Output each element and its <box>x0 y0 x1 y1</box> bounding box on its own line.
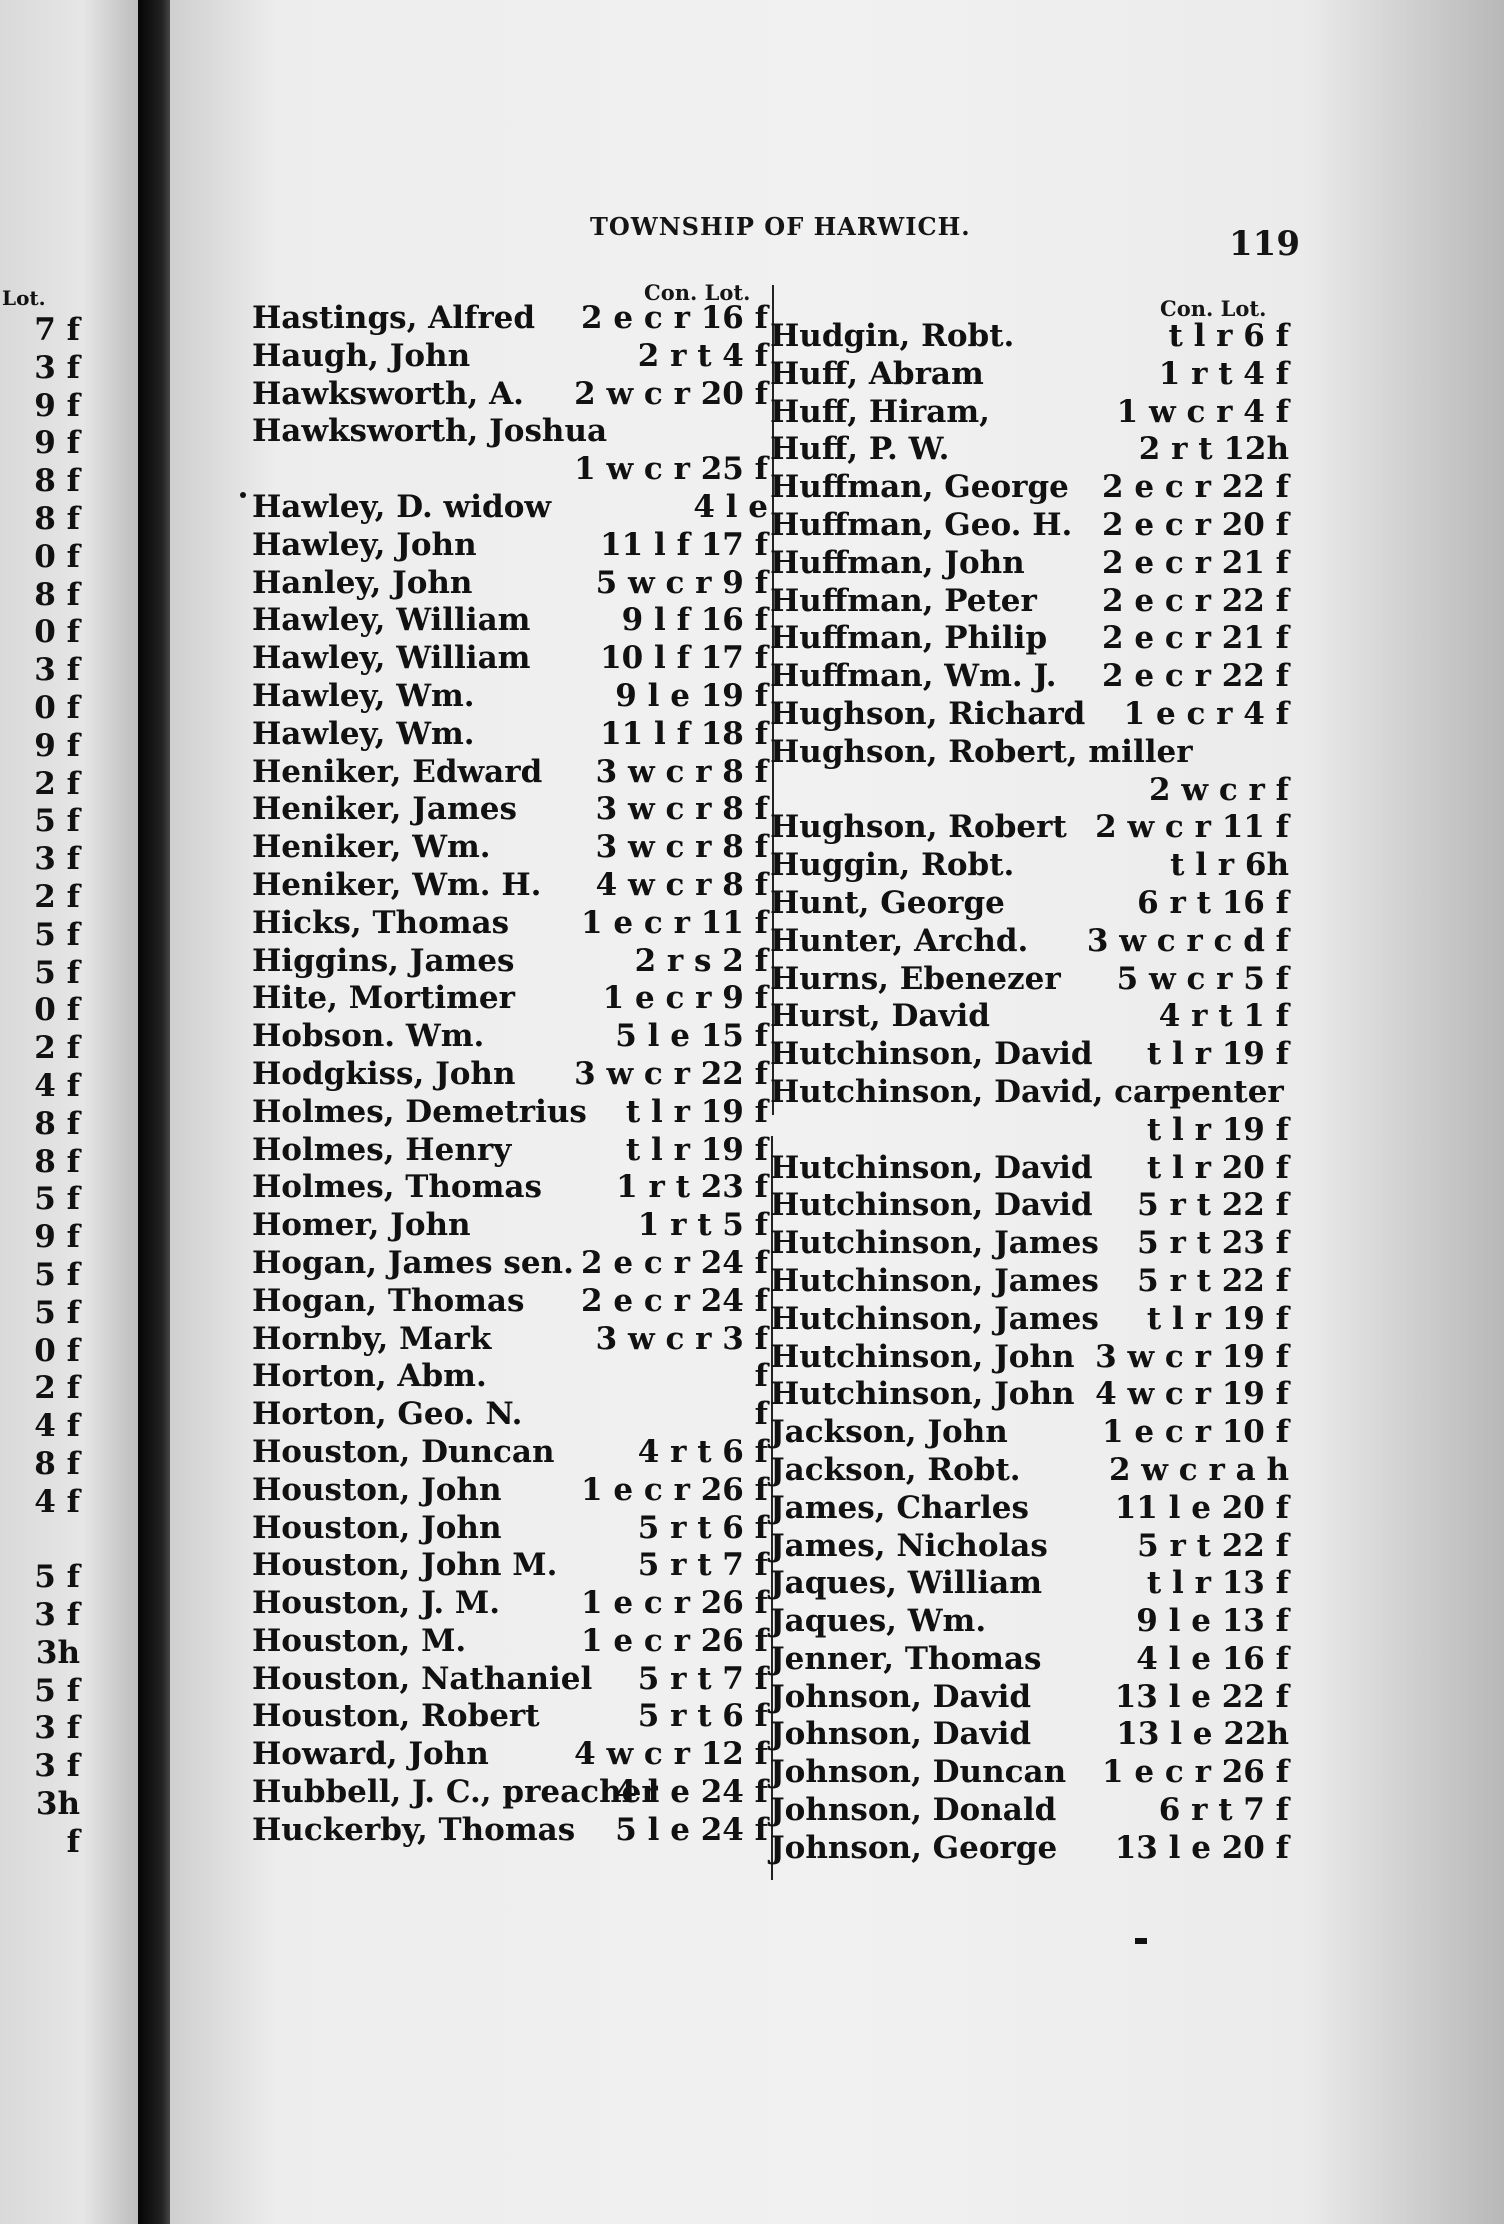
facing-page-lot: 3 f <box>34 1748 80 1785</box>
entry-con-lot: 1 e c r 26 f <box>1102 1754 1289 1791</box>
facing-page-lot: 3h <box>35 1634 80 1671</box>
entry-name: Hutchinson, James <box>770 1262 1099 1299</box>
entry-name: Heniker, Wm. H. <box>252 866 542 903</box>
entry-con-lot: 10 l f 17 f <box>600 640 768 677</box>
entry-con-lot: 2 w c r f <box>1149 771 1289 808</box>
directory-entry <box>770 1754 1289 1792</box>
entry-con-lot: t l r 6h <box>1170 847 1289 884</box>
entry-name: Hunter, Archd. <box>770 922 1029 959</box>
directory-entry <box>252 1169 768 1207</box>
directory-entry <box>252 1094 768 1132</box>
directory-entry <box>252 451 768 489</box>
entry-name: Hughson, Richard <box>770 695 1086 732</box>
entry-con-lot: 2 e c r 24 f <box>581 1282 768 1319</box>
entry-con-lot: t l r 19 f <box>625 1093 768 1130</box>
directory-entry <box>770 923 1289 961</box>
entry-con-lot: 3 w c r 8 f <box>595 829 768 866</box>
entry-con-lot: 5 r t 7 f <box>637 1660 768 1697</box>
entry-name: Heniker, Wm. <box>252 829 491 866</box>
directory-entry <box>252 1056 768 1094</box>
directory-entry <box>252 640 768 678</box>
directory-entry <box>770 1452 1289 1490</box>
directory-entry <box>770 507 1289 545</box>
entry-con-lot: t l r 20 f <box>1146 1149 1289 1186</box>
facing-page-lot: 9 f <box>34 1219 80 1256</box>
entry-name: Hutchinson, John <box>770 1338 1075 1375</box>
directory-entry <box>770 583 1289 621</box>
directory-entry <box>770 998 1289 1036</box>
directory-entry <box>770 1792 1289 1830</box>
directory-entry <box>252 1585 768 1623</box>
entry-name: Hutchinson, David, carpenter <box>770 1073 1284 1110</box>
facing-page-lot: 5 f <box>34 803 80 840</box>
entry-name: James, Charles <box>770 1489 1029 1526</box>
entry-name: Johnson, David <box>770 1678 1032 1715</box>
entry-name: Houston, Nathaniel <box>252 1660 593 1697</box>
facing-page-lot: 8 f <box>34 1445 80 1482</box>
entry-name: Huffman, Wm. J. <box>770 658 1057 695</box>
facing-page-lot: 2 f <box>34 765 80 802</box>
entry-name: Houston, John <box>252 1509 502 1546</box>
entry-con-lot: 3 w c r 8 f <box>595 791 768 828</box>
directory-entry <box>252 1812 768 1850</box>
directory-entry <box>770 394 1289 432</box>
directory-page <box>170 0 1504 2224</box>
directory-entry <box>252 1434 768 1472</box>
facing-page-lot-list <box>0 312 80 1862</box>
facing-page-lot: 8 f <box>34 1143 80 1180</box>
entry-con-lot: 9 l e 19 f <box>615 677 768 714</box>
facing-page-lot: 0 f <box>34 538 80 575</box>
entry-name: Hawley, John <box>252 526 477 563</box>
entry-name: Huff, Abram <box>770 355 984 392</box>
entry-con-lot: t l r 19 f <box>1146 1036 1289 1073</box>
facing-page-lot: 3h <box>35 1786 80 1823</box>
entry-con-lot: 2 w c r 11 f <box>1095 809 1289 846</box>
entry-name: Higgins, James <box>252 942 515 979</box>
entry-con-lot: 4 l e 24 f <box>615 1774 768 1811</box>
entry-con-lot: 6 r t 16 f <box>1137 884 1289 921</box>
entry-name: Haugh, John <box>252 337 471 374</box>
directory-entry <box>770 1528 1289 1566</box>
entry-con-lot: 1 e c r 9 f <box>602 980 768 1017</box>
entry-con-lot: 4 l e <box>693 488 768 525</box>
directory-entry <box>252 905 768 943</box>
entry-con-lot: 1 r t 4 f <box>1158 355 1289 392</box>
entry-name: Hunt, George <box>770 884 1005 921</box>
entry-name: Hicks, Thomas <box>252 904 510 941</box>
entry-name: Hurns, Ebenezer <box>770 960 1061 997</box>
entry-con-lot: 2 e c r 16 f <box>581 300 768 336</box>
directory-entry <box>252 1774 768 1812</box>
directory-entry <box>770 1490 1289 1528</box>
entry-con-lot: 9 l e 13 f <box>1136 1603 1289 1640</box>
entry-con-lot: t l r 6 f <box>1168 318 1289 354</box>
directory-entry <box>252 1472 768 1510</box>
entry-name: Hawley, Wm. <box>252 677 475 714</box>
directory-entry <box>770 847 1289 885</box>
directory-entry <box>252 376 768 414</box>
directory-entry <box>252 1245 768 1283</box>
directory-entry <box>252 413 768 451</box>
entry-name: Houston, John <box>252 1471 502 1508</box>
directory-entry <box>252 1283 768 1321</box>
directory-entry <box>770 961 1289 999</box>
facing-page-edge <box>0 0 138 2224</box>
entry-con-lot: 2 e c r 24 f <box>581 1244 768 1281</box>
entry-con-lot: 3 w c r c d f <box>1086 922 1289 959</box>
directory-entry <box>770 620 1289 658</box>
print-speck <box>240 492 246 498</box>
entry-name: Holmes, Demetrius <box>252 1093 587 1130</box>
directory-entry <box>770 885 1289 923</box>
directory-entry <box>252 754 768 792</box>
facing-page-lot: 9 f <box>34 425 80 462</box>
directory-entry <box>252 338 768 376</box>
entry-con-lot: 13 l e 22 f <box>1114 1678 1289 1715</box>
print-dash <box>1135 1938 1147 1944</box>
left-column-list <box>252 300 768 1850</box>
entry-con-lot: 1 e c r 11 f <box>581 904 768 941</box>
entry-name: Hogan, James sen. <box>252 1244 574 1281</box>
entry-name: Hughson, Robert <box>770 809 1067 846</box>
directory-entry <box>770 1679 1289 1717</box>
directory-entry <box>252 527 768 565</box>
directory-entry <box>770 658 1289 696</box>
entry-con-lot: 6 r t 7 f <box>1158 1792 1289 1829</box>
entry-name: Hogan, Thomas <box>252 1282 525 1319</box>
entry-con-lot: 5 l e 24 f <box>615 1811 768 1848</box>
entry-name: Howard, John <box>252 1736 489 1773</box>
directory-entry <box>252 1132 768 1170</box>
entry-name: Jackson, John <box>770 1414 1008 1451</box>
directory-entry <box>770 545 1289 583</box>
facing-page-lot: 0 f <box>34 1332 80 1369</box>
page-number: 119 <box>1229 224 1300 264</box>
entry-con-lot: f <box>754 1396 768 1433</box>
entry-name: Houston, John M. <box>252 1547 558 1584</box>
entry-name: Hutchinson, David <box>770 1149 1093 1186</box>
entry-name: Houston, J. M. <box>252 1585 501 1622</box>
directory-entry <box>252 678 768 716</box>
directory-entry <box>252 1736 768 1774</box>
facing-page-lot: 2 f <box>34 1370 80 1407</box>
entry-con-lot: 3 w c r 22 f <box>574 1055 768 1092</box>
entry-con-lot: 1 e c r 4 f <box>1123 695 1289 732</box>
entry-con-lot: 5 r t 22 f <box>1137 1262 1289 1299</box>
entry-name: Hurst, David <box>770 998 990 1035</box>
entry-con-lot: 2 w c r a h <box>1108 1451 1289 1488</box>
directory-entry <box>252 716 768 754</box>
entry-name: Horton, Geo. N. <box>252 1396 523 1433</box>
entry-name: Johnson, George <box>770 1829 1058 1866</box>
entry-name: Huffman, Peter <box>770 582 1037 619</box>
entry-con-lot: 1 e c r 26 f <box>581 1585 768 1622</box>
entry-name: Huffman, George <box>770 469 1069 506</box>
facing-page-lot: 2 f <box>34 878 80 915</box>
entry-name: Homer, John <box>252 1207 471 1244</box>
facing-page-lot: 5 f <box>34 1181 80 1218</box>
entry-name: Houston, Duncan <box>252 1433 555 1470</box>
directory-entry <box>252 943 768 981</box>
entry-con-lot: 3 w c r 19 f <box>1095 1338 1289 1375</box>
entry-name: Hanley, John <box>252 564 473 601</box>
entry-name: Holmes, Thomas <box>252 1169 542 1206</box>
entry-name: Huffman, John <box>770 544 1025 581</box>
entry-con-lot: 3 w c r 3 f <box>595 1320 768 1357</box>
entry-name: Jaques, Wm. <box>770 1603 987 1640</box>
directory-entry <box>252 565 768 603</box>
entry-con-lot: 1 e c r 26 f <box>581 1622 768 1659</box>
entry-con-lot: 11 l f 18 f <box>600 715 768 752</box>
entry-con-lot: 4 w c r 8 f <box>595 866 768 903</box>
entry-name: Hawley, D. widow <box>252 488 552 525</box>
entry-con-lot: 4 r t 1 f <box>1158 998 1289 1035</box>
facing-page-lot: 0 f <box>34 689 80 726</box>
facing-page-lot: 4 f <box>34 1067 80 1104</box>
directory-entry <box>252 1358 768 1396</box>
directory-entry <box>770 469 1289 507</box>
facing-page-lot-heading: Lot. <box>2 286 46 310</box>
entry-con-lot: 4 w c r 12 f <box>574 1736 768 1773</box>
entry-name: Johnson, Duncan <box>770 1754 1067 1791</box>
facing-page-lot: 8 f <box>34 463 80 500</box>
entry-con-lot: 3 w c r 8 f <box>595 753 768 790</box>
page-title: TOWNSHIP OF HARWICH. <box>590 212 971 241</box>
facing-page-lot: 3 f <box>34 1710 80 1747</box>
entry-name: Hubbell, J. C., preacher <box>252 1774 658 1811</box>
entry-name: Holmes, Henry <box>252 1131 512 1168</box>
entry-con-lot: 2 e c r 21 f <box>1102 544 1289 581</box>
directory-entry <box>252 1623 768 1661</box>
entry-name: Heniker, Edward <box>252 753 543 790</box>
entry-con-lot: t l r 19 f <box>1146 1111 1289 1148</box>
directory-entry <box>770 772 1289 810</box>
entry-con-lot: 1 w c r 25 f <box>574 451 768 488</box>
entry-con-lot: 1 e c r 10 f <box>1102 1414 1289 1451</box>
entry-name: Huckerby, Thomas <box>252 1811 576 1848</box>
facing-page-lot: 7 f <box>34 312 80 348</box>
entry-con-lot: 1 r t 23 f <box>616 1169 768 1206</box>
entry-con-lot: 2 e c r 21 f <box>1102 620 1289 657</box>
directory-entry <box>252 1321 768 1359</box>
entry-name: Hutchinson, James <box>770 1225 1099 1262</box>
entry-name: Hudgin, Robt. <box>770 318 1015 354</box>
entry-con-lot: 2 r s 2 f <box>634 942 768 979</box>
left-column-heading: Con. Lot. <box>644 280 751 305</box>
entry-name: Hobson. Wm. <box>252 1018 485 1055</box>
facing-page-lot: 8 f <box>34 1105 80 1142</box>
entry-name: Hite, Mortimer <box>252 980 515 1017</box>
entry-name: Huggin, Robt. <box>770 847 1015 884</box>
facing-page-lot: 4 f <box>34 1408 80 1445</box>
entry-con-lot: t l r 19 f <box>625 1131 768 1168</box>
entry-name: Hutchinson, David <box>770 1187 1093 1224</box>
entry-con-lot: 5 r t 7 f <box>637 1547 768 1584</box>
right-column-heading: Con. Lot. <box>1160 296 1267 321</box>
facing-page-lot: 8 f <box>34 576 80 613</box>
directory-entry <box>770 734 1289 772</box>
directory-entry <box>770 318 1289 356</box>
entry-con-lot: f <box>754 1358 768 1395</box>
entry-con-lot: 5 w c r 9 f <box>595 564 768 601</box>
entry-con-lot: 5 r t 6 f <box>637 1698 768 1735</box>
facing-page-lot: 3 f <box>34 652 80 689</box>
directory-entry <box>252 829 768 867</box>
entry-con-lot: 2 e c r 22 f <box>1102 658 1289 695</box>
directory-entry <box>770 1565 1289 1603</box>
directory-entry <box>252 1661 768 1699</box>
entry-con-lot: 5 r t 22 f <box>1137 1527 1289 1564</box>
entry-con-lot: 5 r t 23 f <box>1137 1225 1289 1262</box>
facing-page-lot: 5 f <box>34 916 80 953</box>
directory-entry <box>252 1547 768 1585</box>
directory-entry <box>252 602 768 640</box>
directory-entry <box>252 489 768 527</box>
directory-entry <box>770 1716 1289 1754</box>
directory-entry <box>770 356 1289 394</box>
facing-page-lot: 3 f <box>34 1597 80 1634</box>
entry-con-lot: 13 l e 22h <box>1116 1716 1289 1753</box>
entry-name: Hornby, Mark <box>252 1320 492 1357</box>
directory-entry <box>770 1074 1289 1112</box>
entry-con-lot: 4 r t 6 f <box>637 1433 768 1470</box>
facing-page-lot: 9 f <box>34 727 80 764</box>
entry-name: Hughson, Robert, miller <box>770 733 1193 770</box>
directory-entry <box>770 1830 1289 1868</box>
facing-page-lot: 5 f <box>34 1256 80 1293</box>
directory-entry <box>770 1376 1289 1414</box>
facing-page-lot: 5 f <box>34 954 80 991</box>
entry-name: Johnson, David <box>770 1716 1032 1753</box>
directory-entry <box>252 1396 768 1434</box>
entry-name: Huffman, Geo. H. <box>770 506 1073 543</box>
entry-con-lot: 11 l e 20 f <box>1114 1489 1289 1526</box>
directory-entry <box>252 1018 768 1056</box>
facing-page-lot: 5 f <box>34 1672 80 1709</box>
entry-name: Hutchinson, David <box>770 1036 1093 1073</box>
right-column-list <box>770 318 1289 1868</box>
entry-name: Houston, Robert <box>252 1698 540 1735</box>
entry-name: Hutchinson, James <box>770 1300 1099 1337</box>
entry-name: Huffman, Philip <box>770 620 1048 657</box>
facing-page-lot: 4 f <box>34 1483 80 1520</box>
directory-entry <box>770 1301 1289 1339</box>
directory-entry <box>770 431 1289 469</box>
entry-name: Hawksworth, A. <box>252 375 524 412</box>
entry-con-lot: 1 r t 5 f <box>637 1207 768 1244</box>
entry-con-lot: 9 l f 16 f <box>621 602 768 639</box>
directory-entry <box>252 1698 768 1736</box>
entry-con-lot: 11 l f 17 f <box>600 526 768 563</box>
entry-name: James, Nicholas <box>770 1527 1048 1564</box>
entry-name: Hutchinson, John <box>770 1376 1075 1413</box>
entry-con-lot: 2 r t 12h <box>1138 431 1289 468</box>
directory-entry <box>770 1263 1289 1301</box>
facing-page-lot: f <box>66 1823 80 1860</box>
directory-entry <box>770 696 1289 734</box>
entry-name: Hawley, Wm. <box>252 715 475 752</box>
directory-entry <box>252 980 768 1018</box>
directory-entry <box>770 1150 1289 1188</box>
facing-page-lot <box>0 1522 80 1560</box>
entry-con-lot: 5 w c r 5 f <box>1116 960 1289 997</box>
entry-con-lot: 2 e c r 22 f <box>1102 469 1289 506</box>
facing-page-lot: 5 f <box>34 1559 80 1596</box>
directory-entry <box>770 1641 1289 1679</box>
entry-con-lot: 1 e c r 26 f <box>581 1471 768 1508</box>
facing-page-lot: 3 f <box>34 349 80 386</box>
facing-page-lot: 0 f <box>34 992 80 1029</box>
entry-name: Hodgkiss, John <box>252 1055 516 1092</box>
directory-entry <box>252 300 768 338</box>
entry-con-lot: 2 e c r 20 f <box>1102 506 1289 543</box>
directory-entry <box>770 1339 1289 1377</box>
entry-name: Jaques, William <box>770 1565 1042 1602</box>
directory-entry <box>252 1510 768 1548</box>
facing-page-lot: 0 f <box>34 614 80 651</box>
entry-con-lot: 5 r t 22 f <box>1137 1187 1289 1224</box>
directory-entry <box>252 1207 768 1245</box>
directory-entry <box>770 1187 1289 1225</box>
directory-entry <box>252 867 768 905</box>
entry-con-lot: 2 w c r 20 f <box>574 375 768 412</box>
entry-name: Horton, Abm. <box>252 1358 487 1395</box>
entry-name: Jenner, Thomas <box>770 1640 1042 1677</box>
entry-con-lot: 5 r t 6 f <box>637 1509 768 1546</box>
entry-con-lot: 4 l e 16 f <box>1136 1640 1289 1677</box>
entry-con-lot: 2 e c r 22 f <box>1102 582 1289 619</box>
directory-entry <box>252 791 768 829</box>
directory-entry <box>770 809 1289 847</box>
entry-con-lot: t l r 19 f <box>1146 1300 1289 1337</box>
entry-name: Huff, Hiram, <box>770 393 990 430</box>
facing-page-lot: 8 f <box>34 500 80 537</box>
entry-con-lot: t l r 13 f <box>1146 1565 1289 1602</box>
entry-name: Houston, M. <box>252 1622 467 1659</box>
facing-page-lot: 3 f <box>34 841 80 878</box>
entry-con-lot: 1 w c r 4 f <box>1116 393 1289 430</box>
directory-entry <box>770 1414 1289 1452</box>
entry-name: Hawley, William <box>252 640 531 677</box>
entry-con-lot: 2 r t 4 f <box>637 337 768 374</box>
entry-name: Jackson, Robt. <box>770 1451 1021 1488</box>
directory-entry <box>770 1603 1289 1641</box>
facing-page-lot: 9 f <box>34 387 80 424</box>
directory-entry <box>770 1225 1289 1263</box>
entry-con-lot: 5 l e 15 f <box>615 1018 768 1055</box>
facing-page-lot: 2 f <box>34 1030 80 1067</box>
directory-entry <box>770 1112 1289 1150</box>
entry-name: Heniker, James <box>252 791 517 828</box>
entry-name: Hawksworth, Joshua <box>252 413 608 450</box>
directory-entry <box>770 1036 1289 1074</box>
entry-name: Hawley, William <box>252 602 531 639</box>
entry-con-lot: 4 w c r 19 f <box>1095 1376 1289 1413</box>
entry-name: Hastings, Alfred <box>252 300 536 336</box>
entry-con-lot: 13 l e 20 f <box>1114 1829 1289 1866</box>
facing-page-lot: 5 f <box>34 1294 80 1331</box>
entry-name: Johnson, Donald <box>770 1792 1057 1829</box>
entry-name: Huff, P. W. <box>770 431 950 468</box>
